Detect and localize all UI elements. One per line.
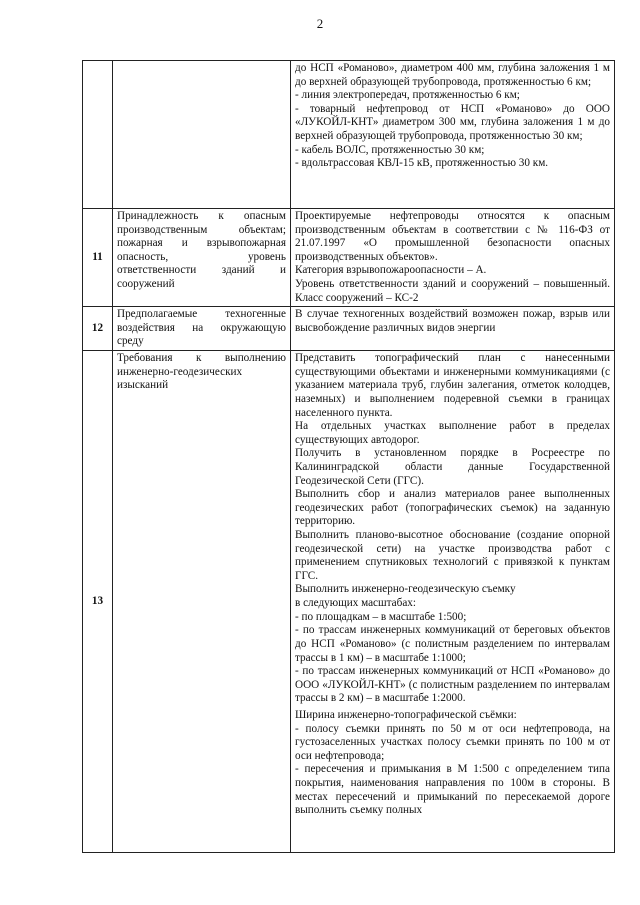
row-value — [291, 61, 615, 209]
row-parameter-name: Принадлежность к опасным производственным объектам; пожарная и взрывопожарная опасность, уровень ответственности зданий и сооружений — [113, 209, 291, 307]
value-paragraph: Получить в установленном порядке в Росреестре по Калининградской области данные Государственной Геодезической Сети (ГГС). — [295, 447, 610, 487]
value-paragraph: Проектируемые нефтепроводы относятся к опасным производственным объектам в соответствии с № 116-ФЗ от 21.07.1997 «О промышленной безопасности опасных производственных объектов». — [295, 210, 610, 263]
value-paragraph: - пересечения и примыкания в М 1:500 с определением типа покрытия, наименования направления по 100м в стороны. В местах пересечений и примыканий по пересекаемой дороге выполнить съемку полных — [295, 763, 610, 817]
table-row — [83, 351, 615, 853]
row-value — [291, 307, 615, 351]
value-paragraph: Ширина инженерно-топографической съёмки: — [295, 708, 517, 721]
value-paragraph: - по площадкам – в масштабе 1:500; — [295, 610, 467, 623]
value-paragraph: Выполнить сбор и анализ материалов ранее выполненных геодезических работ (топографических съемок) на заданную территорию. — [295, 488, 610, 528]
row-parameter-name: Предполагаемые техногенные воздействия на окружающую среду — [113, 307, 291, 351]
table-row — [83, 61, 615, 209]
value-paragraph: - полосу съемки принять по 50 м от оси нефтепровода, на густозаселенных участках полосу съемки принять по 100 м от оси нефтепровода; — [295, 722, 610, 762]
value-paragraph: На отдельных участках выполнение работ в пределах существующих автодорог. — [295, 420, 610, 446]
value-paragraph: Категория взрывопожароопасности – А. — [295, 264, 487, 277]
table-row — [83, 209, 615, 307]
row-number: 13 — [83, 351, 113, 853]
page-number: 2 — [316, 16, 324, 31]
row-value — [291, 351, 615, 853]
value-paragraph: - кабель ВОЛС, протяженностью 30 км; — [295, 143, 485, 156]
row-parameter-name — [113, 61, 291, 209]
value-paragraph: - по трассам инженерных коммуникаций от береговых объектов до НСП «Романово» (с полистным разделением по интервалам трассы в 1 км) – в масштабе 1:1000; — [295, 624, 610, 664]
row-value — [291, 209, 615, 307]
row-number — [83, 61, 113, 209]
row-number: 12 — [83, 307, 113, 351]
row-parameter-name: Требования к выполнению инженерно-геодезических изысканий — [113, 351, 291, 853]
value-paragraph: - линия электропередач, протяженностью 6 км; — [295, 89, 520, 102]
value-paragraph: Выполнить планово-высотное обоснование (создание опорной геодезической сети) на участке производства работ с применением спутниковых технологий с привязкой к пунктам ГГС. — [295, 529, 610, 582]
value-paragraph: - по трассам инженерных коммуникаций от НСП «Романово» до ООО «ЛУКОЙЛ-КНТ» (с полистным разделением по интервалам трассы в 2 км) – в масштабе 1:2000. — [295, 665, 610, 705]
value-paragraph: Выполнить инженерно-геодезическую съемку — [295, 583, 516, 596]
value-paragraph: Уровень ответственности зданий и сооружений – повышенный. Класс сооружений – КС-2 — [295, 278, 610, 304]
value-paragraph: до НСП «Романово», диаметром 400 мм, глубина заложения 1 м до верхней образующей трубопровода, протяженностью 6 км; — [295, 62, 610, 88]
table-row — [83, 307, 615, 351]
value-paragraph: - вдольтрассовая КВЛ-15 кВ, протяженностью 30 км. — [295, 157, 549, 170]
value-paragraph: в следующих масштабах: — [295, 597, 416, 610]
value-paragraph: В случае техногенных воздействий возможен пожар, взрыв или высвобождение различных видов энергии — [295, 308, 610, 334]
value-paragraph: Представить топографический план с нанесенными существующими объектами и инженерными коммуникациями (с указанием материала труб, глубин залегания, отметок колодцев, наземных) и выполнением подеревной съемки в границах населенного пункта. — [295, 352, 610, 419]
specification-table — [82, 60, 615, 853]
row-number: 11 — [83, 209, 113, 307]
value-paragraph: - товарный нефтепровод от НСП «Романово» до ООО «ЛУКОЙЛ-КНТ» диаметром 300 мм, глубина заложения 1 м до верхней образующей трубопровода, протяженностью 30 км; — [295, 102, 610, 143]
